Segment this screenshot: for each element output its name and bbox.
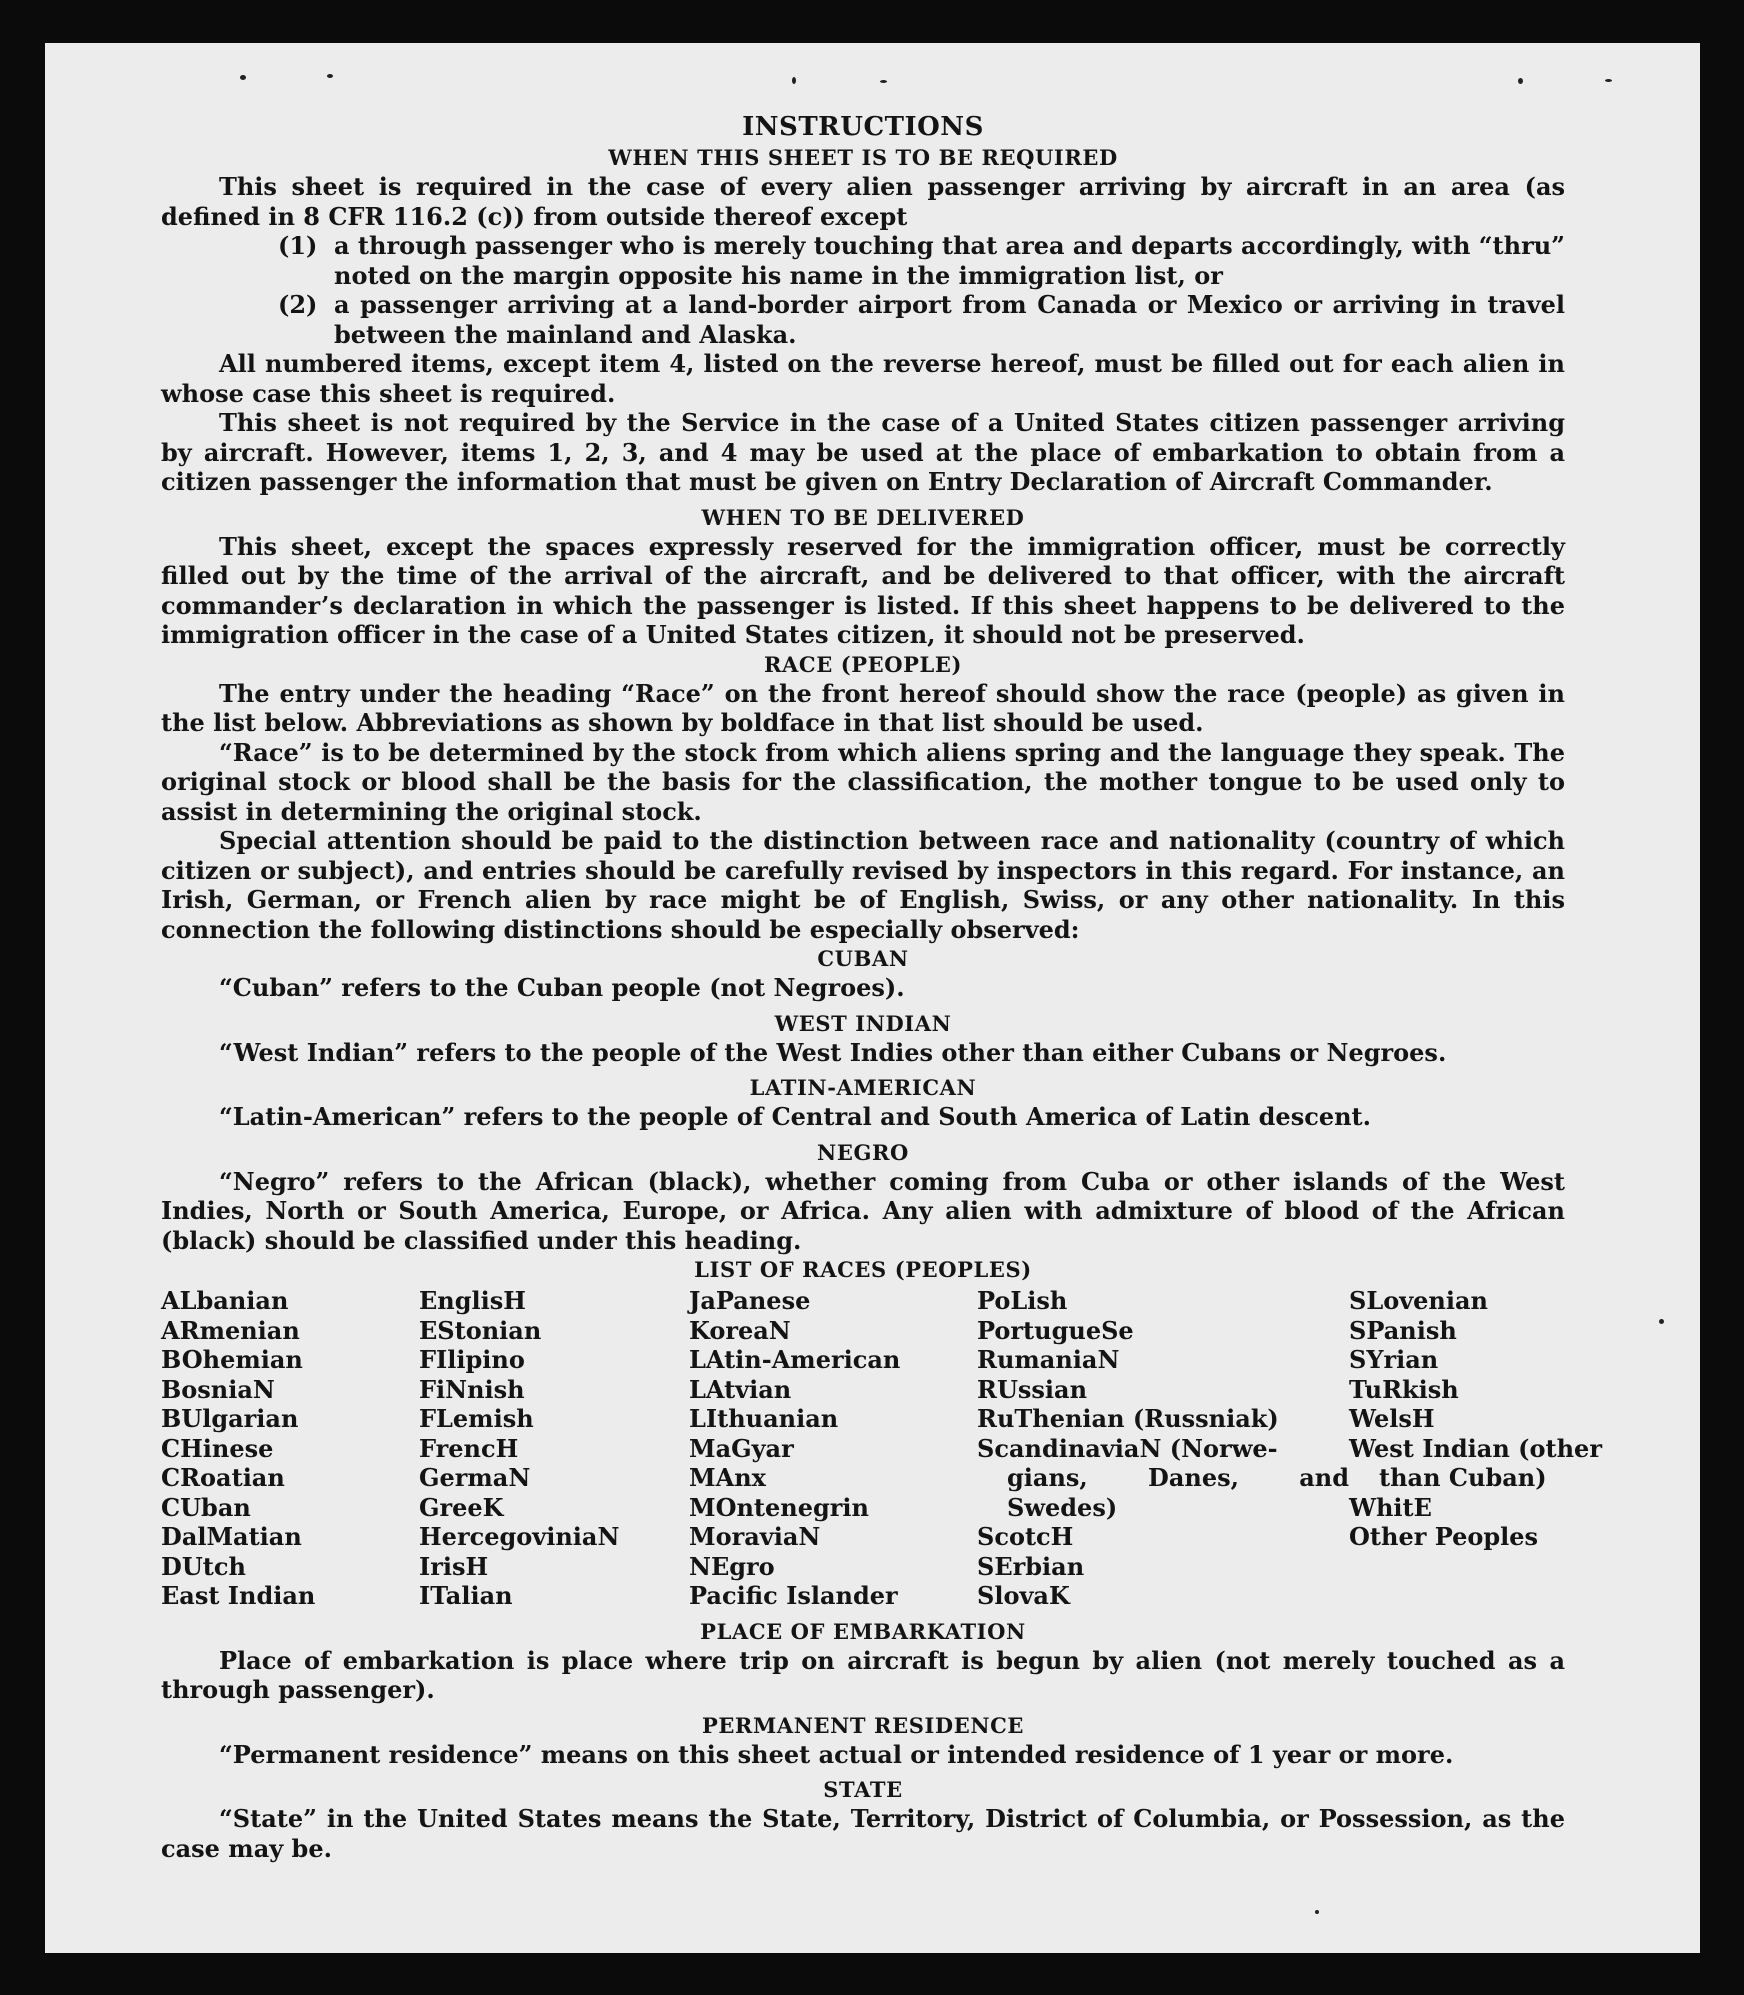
item-text: a passenger arriving at a land-border airport from Canada or Mexico or arriving in travel between the mainland and Alaska. xyxy=(334,290,1565,349)
cuban-text: “Cuban” refers to the Cuban people (not Negroes). xyxy=(219,973,905,1002)
residence-text: “Permanent residence” means on this sheet actual or intended residence of 1 year or more. xyxy=(219,1739,1454,1769)
heading-cuban: CUBAN xyxy=(817,946,909,971)
state-text: “State” in the United States means the State, Territory, District of Columbia, or Possession, as the case may be. xyxy=(161,1804,1565,1863)
race-entry-continued: than Cuban) xyxy=(1379,1463,1547,1492)
race-entry: HercegoviniaN xyxy=(419,1522,620,1551)
race-entry: MoraviaN xyxy=(689,1522,821,1551)
race-entry: FrencH xyxy=(419,1433,519,1463)
race-entry: SErbian xyxy=(977,1551,1085,1581)
race-entry: SYrian xyxy=(1349,1345,1439,1374)
race-entry: RuThenian (Russniak) xyxy=(977,1404,1279,1433)
item-number: (2) xyxy=(278,290,318,319)
race-entry: KoreaN xyxy=(689,1315,791,1345)
race-entry: ScotcH xyxy=(977,1522,1074,1551)
race-entry: CRoatian xyxy=(161,1463,285,1492)
race-entry: Other Peoples xyxy=(1349,1522,1539,1551)
heading-race: RACE (PEOPLE) xyxy=(763,651,963,677)
race-entry: DUtch xyxy=(161,1551,246,1581)
race-entry: SLovenian xyxy=(1349,1286,1488,1315)
delivered-paragraph: This sheet, except the spaces expressly reserved for the immigration officer, must be correctly filled out by the time of the arrival of the aircraft, and be delivered to that officer, with the aircraft commander’s declaration in which the passenger is listed. If this sheet happens to be delivered to the immigration officer in the case of a United States citizen, it should not be preserved. xyxy=(161,531,1565,649)
scan-speck xyxy=(792,77,796,84)
race-entry: CUban xyxy=(161,1492,251,1522)
race-entry: LAtvian xyxy=(689,1374,792,1404)
race-entry: IrisH xyxy=(419,1551,489,1581)
race-entry: CHinese xyxy=(161,1433,274,1463)
scan-speck xyxy=(1605,79,1612,82)
heading-state: STATE xyxy=(823,1777,903,1802)
race-entry: BOhemian xyxy=(161,1345,303,1374)
race-entry: BosniaN xyxy=(161,1374,275,1404)
negro-text: “Negro” refers to the African (black), whether coming from Cuba or other islands of the West Indies, North or South America, Europe, or Africa. Any alien with admixture of blood of the African (black) should be classified under this heading. xyxy=(161,1166,1565,1255)
heading-when-required: WHEN THIS SHEET IS TO BE REQUIRED xyxy=(608,145,1118,170)
race-entry: WhitE xyxy=(1349,1492,1432,1522)
race-entry: FiNnish xyxy=(419,1374,525,1404)
item-text: a through passenger who is merely touching that area and departs accordingly, with “thru” noted on the margin opposite his name in the immigration list, or xyxy=(334,231,1565,290)
scan-speck xyxy=(1659,1319,1664,1324)
race-entry: MOntenegrin xyxy=(689,1492,869,1522)
race-entry: SPanish xyxy=(1349,1315,1457,1345)
race-entry: LAtin-American xyxy=(689,1345,901,1374)
heading-list-of-races: LIST OF RACES (PEOPLES) xyxy=(694,1257,1032,1282)
race-entry: ALbanian xyxy=(161,1286,289,1315)
scan-speck xyxy=(1518,78,1523,84)
races-column-5 xyxy=(1349,1286,1609,1611)
scan-speck xyxy=(240,75,246,80)
heading-when-delivered: WHEN TO BE DELIVERED xyxy=(701,504,1025,530)
item-number: (1) xyxy=(278,231,318,260)
race-entry: East Indian xyxy=(161,1581,316,1610)
race-entry: ITalian xyxy=(419,1581,513,1610)
race-entry-continued: gians, Danes, and xyxy=(1007,1463,1349,1492)
citizen-paragraph: This sheet is not required by the Service in the case of a United States citizen passenger arriving by aircraft. However, items 1, 2, 3, and 4 may be used at the place of embarkation to obtain from a citizen passenger the information that must be given on Entry Declaration of Aircraft Commander. xyxy=(161,408,1565,496)
page-title: INSTRUCTIONS xyxy=(742,112,984,142)
race-entry: MaGyar xyxy=(689,1433,794,1463)
latin-american-text: “Latin-American” refers to the people of Central and South America of Latin descent. xyxy=(219,1102,1371,1131)
race-entry: LIthuanian xyxy=(689,1404,839,1433)
race-entry: WelsH xyxy=(1349,1404,1435,1433)
race-entry: JaPanese xyxy=(689,1286,811,1315)
exception-item xyxy=(278,231,1565,290)
race-entry: EnglisH xyxy=(419,1286,526,1315)
race-entry: ARmenian xyxy=(161,1315,300,1345)
race-entry: GermaN xyxy=(419,1463,531,1492)
scan-speck xyxy=(1315,1910,1319,1914)
race-entry: SlovaK xyxy=(977,1581,1070,1610)
races-column-1 xyxy=(161,1286,419,1611)
numbered-items-paragraph: All numbered items, except item 4, listed on the reverse hereof, must be filled out for each alien in whose case this sheet is required. xyxy=(161,349,1565,408)
race-entry: TuRkish xyxy=(1349,1374,1459,1404)
race-entry-continued: Swedes) xyxy=(1007,1492,1118,1522)
race-entry: EStonian xyxy=(419,1315,542,1345)
race-entry: MAnx xyxy=(689,1463,766,1492)
race-entry: FIlipino xyxy=(419,1345,525,1374)
races-group xyxy=(1349,1286,1609,1434)
race-entry: DalMatian xyxy=(161,1522,302,1551)
heading-latin-american: LATIN-AMERICAN xyxy=(749,1075,977,1100)
west-indian-text: “West Indian” refers to the people of the West Indies other than either Cubans or Negroes. xyxy=(219,1037,1447,1067)
race-entry: PoLish xyxy=(977,1286,1068,1315)
race-entry: NEgro xyxy=(689,1551,775,1581)
embarkation-text: Place of embarkation is place where trip on aircraft is begun by alien (not merely touched as a through passenger). xyxy=(161,1645,1565,1704)
races-column-4 xyxy=(977,1286,1349,1611)
heading-west-indian: WEST INDIAN xyxy=(774,1010,952,1036)
races-column-3 xyxy=(689,1286,977,1611)
race-entry: West Indian (other xyxy=(1349,1433,1602,1463)
race-entry: RUssian xyxy=(977,1374,1088,1404)
heading-permanent-residence: PERMANENT RESIDENCE xyxy=(701,1712,1025,1738)
race-entry: PortugueSe xyxy=(977,1315,1134,1345)
race-paragraph-2: “Race” is to be determined by the stock from which aliens spring and the language they speak. The original stock or blood shall be the basis for the classification, the mother tongue to be used only to assist in determining the original stock. xyxy=(161,737,1565,826)
race-entry: RumaniaN xyxy=(977,1345,1120,1374)
scan-speck xyxy=(880,80,887,83)
race-entry: Pacific Islander xyxy=(689,1581,898,1610)
scan-speck xyxy=(327,74,333,78)
races-group xyxy=(1349,1493,1609,1552)
race-entry: FLemish xyxy=(419,1404,534,1433)
races-group xyxy=(977,1286,1349,1434)
heading-negro: NEGRO xyxy=(817,1139,909,1165)
race-entry: ScandinaviaN (Norwe- xyxy=(977,1433,1278,1463)
race-paragraph-3: Special attention should be paid to the distinction between race and nationality (country of which citizen or subject), and entries should be carefully revised by inspectors in this regard. For instance, an Irish, German, or French alien by race might be of English, Swiss, or any other nationality. In this connection the following distinctions should be especially observed: xyxy=(161,826,1565,944)
race-entry: BUlgarian xyxy=(161,1404,299,1433)
races-list xyxy=(161,1286,1602,1611)
races-group xyxy=(977,1522,1349,1611)
race-paragraph-1: The entry under the heading “Race” on the front hereof should show the race (people) as given in the list below. Abbreviations as shown by boldface in that list should be used. xyxy=(161,678,1565,737)
heading-embarkation: PLACE OF EMBARKATION xyxy=(700,1618,1026,1644)
intro-paragraph: This sheet is required in the case of every alien passenger arriving by aircraft in an area (as defined in 8 CFR 116.2 (c)) from outside thereof except xyxy=(161,172,1565,231)
races-column-2 xyxy=(419,1286,689,1611)
document-page xyxy=(45,43,1700,1953)
race-entry: GreeK xyxy=(419,1492,504,1522)
exception-item xyxy=(278,290,1565,349)
